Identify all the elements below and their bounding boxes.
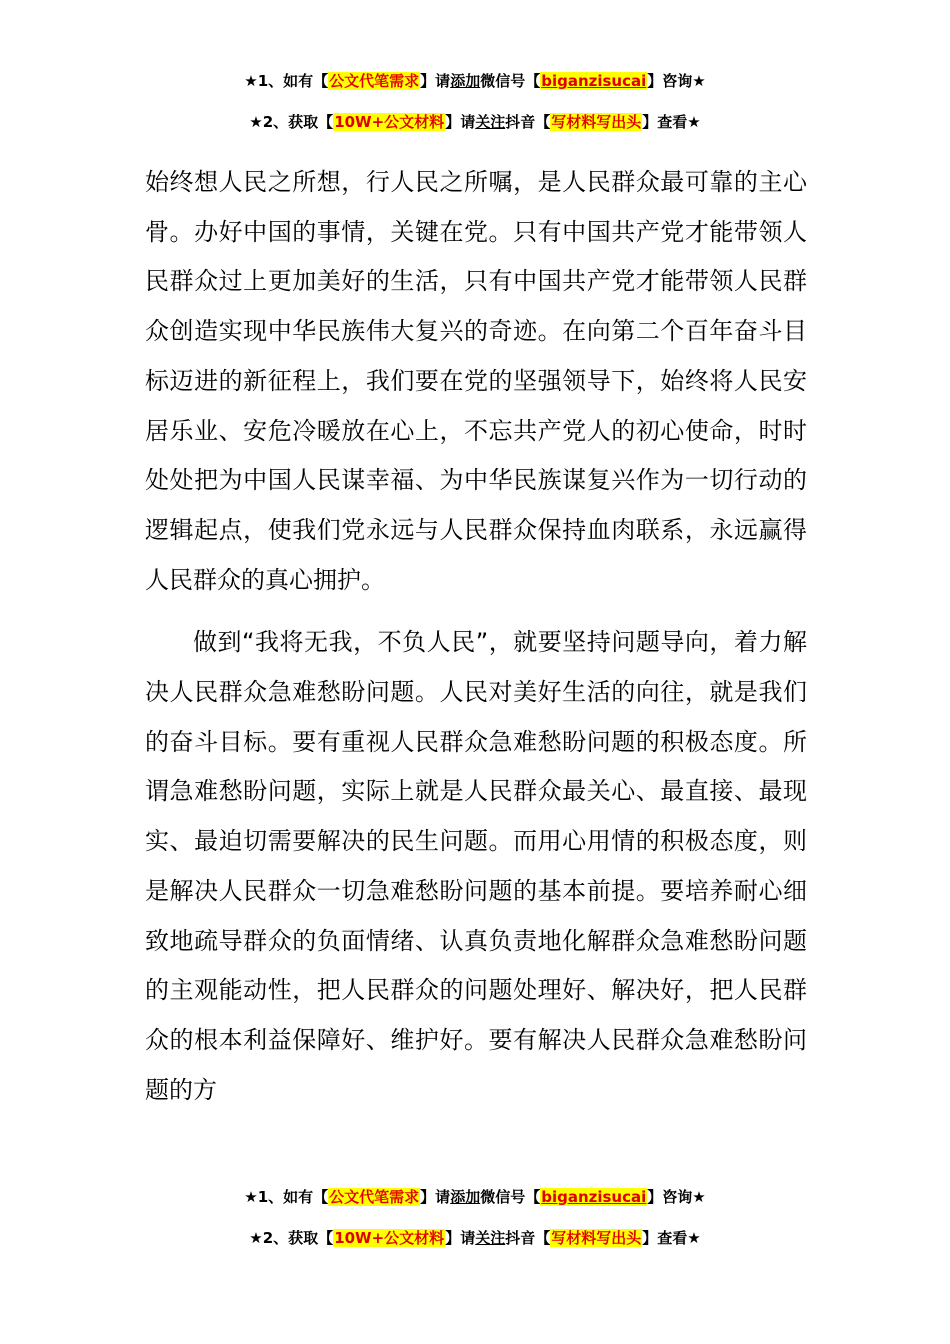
paragraph-2: 做到“我将无我，不负人民”，就要坚持问题导向，着力解决人民群众急难愁盼问题。人民对美好生活的向往，就是我们的奋斗目标。要有重视人民群众急难愁盼问题的积极态度。所谓急难愁盼问题，实际上就是人民群众最关心、最直接、最现实、最迫切需要解决的民生问题。而用心用情的积极态度，则是解决人民群众一切急难愁盼问题的基本前提。要培养耐心细致地疏导群众的负面情绪、认真负责地化解群众急难愁盼问题的主观能动性，把人民群众的问题处理好、解决好，把人民群众的根本利益保障好、维护好。要有解决人民群众急难愁盼问题的方: [145, 628, 807, 1104]
banner-text: 微信号【: [480, 72, 541, 90]
banner-text: 】咨询★: [647, 1188, 706, 1206]
highlight-service: 公文代笔需求: [329, 1188, 420, 1206]
bottom-banner-line-2: [0, 1227, 950, 1249]
banner-text: 】咨询★: [647, 72, 706, 90]
underlined-action: 关注: [475, 113, 506, 131]
douyin-account: 写材料写出头: [551, 113, 642, 131]
banner-text: 微信号【: [480, 1188, 541, 1206]
top-banner-line-1: [0, 70, 950, 92]
banner-text: 抖音【: [505, 1229, 551, 1247]
banner-text: ★2、获取【: [249, 1229, 334, 1247]
underlined-action: 关注: [475, 1229, 506, 1247]
document-body: [145, 158, 807, 1115]
paragraph-1: 始终想人民之所想，行人民之所嘱，是人民群众最可靠的主心骨。办好中国的事情，关键在党。只有中国共产党才能带领人民群众过上更加美好的生活，只有中国共产党才能带领人民群众创造实现中华民族伟大复兴的奇迹。在向第二个百年奋斗目标迈进的新征程上，我们要在党的坚强领导下，始终将人民安居乐业、安危冷暖放在心上，不忘共产党人的初心使命，时时处处把为中国人民谋幸福、为中华民族谋复兴作为一切行动的逻辑起点，使我们党永远与人民群众保持血肉联系，永远赢得人民群众的真心拥护。: [145, 168, 807, 594]
bottom-banner-line-1: [0, 1186, 950, 1208]
underlined-action: 添加: [450, 1188, 481, 1206]
banner-text: 抖音【: [505, 113, 551, 131]
douyin-account: 写材料写出头: [551, 1229, 642, 1247]
banner-text: 】查看★: [642, 1229, 701, 1247]
wechat-id-link[interactable]: biganzisucai: [541, 1188, 647, 1206]
banner-text: 】查看★: [642, 113, 701, 131]
wechat-id-link[interactable]: biganzisucai: [541, 72, 647, 90]
banner-text: 】请: [420, 72, 451, 90]
banner-text: ★1、如有【: [244, 1188, 329, 1206]
highlight-materials: 10W+公文材料: [334, 113, 445, 131]
underlined-action: 添加: [450, 72, 481, 90]
top-banner-line-2: [0, 111, 950, 133]
banner-text: 】请: [445, 113, 476, 131]
banner-text: ★2、获取【: [249, 113, 334, 131]
highlight-service: 公文代笔需求: [329, 72, 420, 90]
banner-text: ★1、如有【: [244, 72, 329, 90]
banner-text: 】请: [420, 1188, 451, 1206]
highlight-materials: 10W+公文材料: [334, 1229, 445, 1247]
banner-text: 】请: [445, 1229, 476, 1247]
